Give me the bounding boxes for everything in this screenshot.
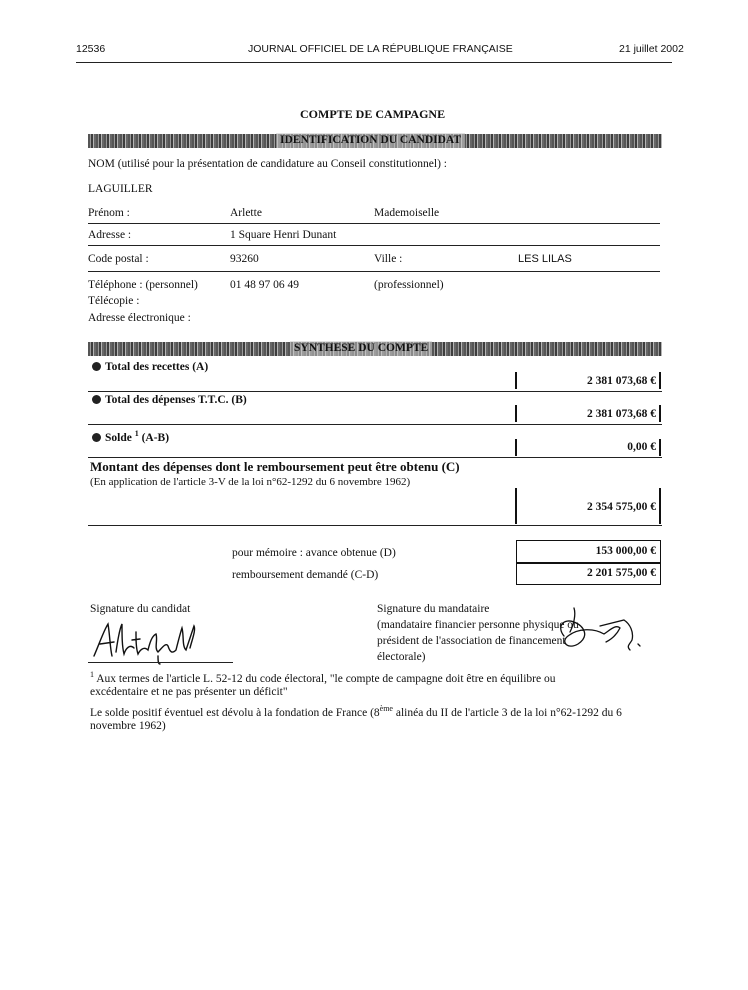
- synthese-band-label: SYNTHESE DU COMPTE: [290, 341, 432, 356]
- remboursement-label: remboursement demandé (C-D): [232, 569, 379, 581]
- footnote-text-1: Aux termes de l'article L. 52-12 du code électoral, "le compte de campagne doit être en équilibre ou: [96, 672, 556, 685]
- value-bar-right: [659, 439, 661, 456]
- value-bar-left: [515, 439, 517, 456]
- box-divider: [516, 562, 661, 564]
- telephone-value: 01 48 97 06 49: [230, 279, 299, 291]
- total-depenses-label: Total des dépenses T.T.C. (B): [105, 394, 247, 406]
- document-title: COMPTE DE CAMPAGNE: [300, 107, 446, 121]
- row-rule: [88, 391, 662, 392]
- candidat-signature: [88, 612, 208, 666]
- page-number: 12536: [76, 43, 106, 55]
- synthese-band: [88, 342, 662, 356]
- avance-label: pour mémoire : avance obtenue (D): [232, 547, 396, 559]
- adresse-value: 1 Square Henri Dunant: [230, 229, 337, 241]
- value-bar-right: [659, 405, 661, 422]
- prenom-value: Arlette: [230, 207, 262, 219]
- value-bar-right: [659, 372, 661, 389]
- avance-value: 153 000,00 €: [595, 545, 656, 557]
- civilite-value: Mademoiselle: [374, 207, 440, 219]
- telephone-label: Téléphone : (personnel): [88, 279, 198, 291]
- row-rule: [88, 271, 660, 272]
- value-bar-left: [515, 405, 517, 422]
- bullet-icon: [92, 395, 101, 404]
- bullet-icon: [92, 433, 101, 442]
- solde-suffix: (A-B): [141, 431, 170, 444]
- row-rule: [88, 457, 662, 458]
- ville-label: Ville :: [374, 253, 403, 265]
- solde-footnote-marker: 1: [134, 429, 139, 438]
- mandataire-line-2: (mandataire financier personne physique ou: [377, 619, 579, 631]
- code-postal-value: 93260: [230, 253, 259, 265]
- footnote-text-3a: Le solde positif éventuel est dévolu à la fondation de France (8: [90, 706, 380, 719]
- value-bar-right: [659, 488, 661, 524]
- mandataire-signature: [534, 606, 646, 656]
- mandataire-line-4: électorale): [377, 651, 426, 663]
- prenom-label: Prénom :: [88, 207, 130, 219]
- footnote-marker: 1: [90, 670, 94, 679]
- remboursement-value: 2 201 575,00 €: [587, 567, 656, 579]
- nom-label: NOM (utilisé pour la présentation de candidature au Conseil constitutionnel) :: [88, 158, 447, 170]
- total-recettes-row: [92, 360, 208, 374]
- total-depenses-value: 2 381 073,68 €: [587, 408, 656, 420]
- total-depenses-row: [92, 393, 247, 407]
- value-bar-left: [515, 372, 517, 389]
- professionnel-label: (professionnel): [374, 279, 444, 291]
- telecopie-label: Télécopie :: [88, 295, 140, 307]
- solde-row: [92, 427, 169, 445]
- row-rule: [88, 424, 662, 425]
- solde-value: 0,00 €: [627, 441, 656, 453]
- identification-band: [88, 134, 662, 148]
- value-bar-left: [515, 488, 517, 524]
- bullet-icon: [92, 362, 101, 371]
- footnote-line-3: [90, 702, 622, 720]
- header-rule: [76, 62, 672, 63]
- montant-sublabel: (En application de l'article 3-V de la loi n°62-1292 du 6 novembre 1962): [90, 476, 411, 488]
- ville-value: LES LILAS: [518, 253, 572, 265]
- montant-label: Montant des dépenses dont le remboursement peut être obtenu (C): [90, 459, 460, 474]
- footnote-line-2: excédentaire et ne pas présenter un déficit": [90, 686, 288, 698]
- solde-label: Solde: [105, 431, 132, 444]
- identification-band-label: IDENTIFICATION DU CANDIDAT: [276, 133, 465, 148]
- footnote-line-1: [90, 668, 556, 686]
- publication-date: 21 juillet 2002: [619, 43, 684, 55]
- footnote-line-4: novembre 1962): [90, 720, 166, 732]
- nom-value: LAGUILLER: [88, 183, 153, 195]
- adresse-electronique-label: Adresse électronique :: [88, 312, 191, 324]
- footnote-text-3b: alinéa du II de l'article 3 de la loi n°62-1292 du 6: [392, 706, 622, 719]
- mandataire-line-3: président de l'association de financement: [377, 635, 566, 647]
- row-rule: [88, 525, 662, 526]
- journal-title: JOURNAL OFFICIEL DE LA RÉPUBLIQUE FRANÇAISE: [248, 43, 513, 55]
- total-recettes-value: 2 381 073,68 €: [587, 375, 656, 387]
- total-recettes-label: Total des recettes (A): [105, 361, 209, 373]
- signature-mandataire-label: Signature du mandataire: [377, 603, 490, 615]
- footnote-superscript: ème: [379, 704, 393, 713]
- row-rule: [88, 223, 660, 224]
- signature-rule: [88, 662, 233, 663]
- row-rule: [88, 245, 660, 246]
- montant-value: 2 354 575,00 €: [587, 501, 656, 513]
- signature-candidat-label: Signature du candidat: [90, 603, 191, 615]
- code-postal-label: Code postal :: [88, 253, 149, 265]
- adresse-label: Adresse :: [88, 229, 132, 241]
